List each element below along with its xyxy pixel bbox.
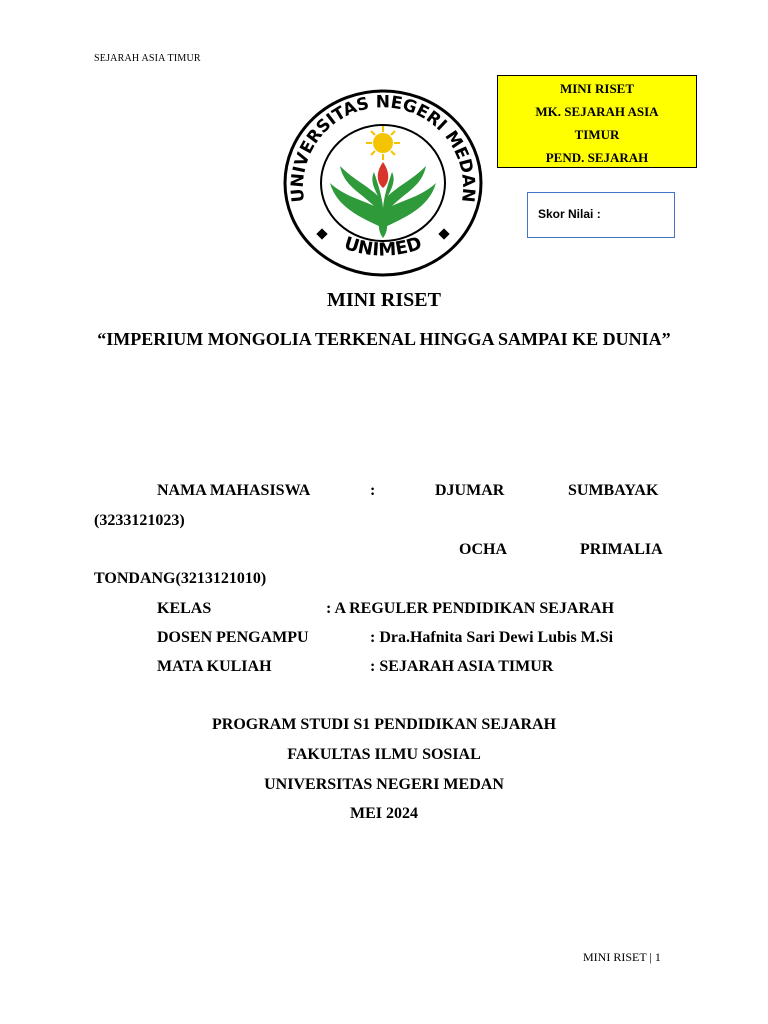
faculty-name: FAKULTAS ILMU SOSIAL [287, 746, 481, 763]
lecturer-value: : Dra.Hafnita Sari Dewi Lubis M.Si [370, 629, 614, 646]
page-subtitle: “IMPERIUM MONGOLIA TERKENAL HINGGA SAMPAI KE DUNIA” [97, 329, 671, 349]
student1-last-name: SUMBAYAK [568, 482, 659, 499]
class-label: KELAS [157, 600, 212, 617]
running-header: SEJARAH ASIA TIMUR [94, 53, 201, 64]
sun-icon [366, 126, 400, 160]
student1-nim: (3233121023) [94, 512, 185, 529]
course-info-box [497, 75, 697, 168]
program-name: PROGRAM STUDI S1 PENDIDIKAN SEJARAH [211, 716, 557, 733]
document-date: MEI 2024 [350, 805, 418, 822]
lecturer-label: DOSEN PENGAMPU [157, 629, 309, 646]
name-colon: : [370, 482, 376, 499]
student2-rest: TONDANG(3213121010) [94, 570, 267, 587]
course-label: MATA KULIAH [157, 658, 272, 675]
course-box-line: MINI RISET [559, 81, 635, 96]
student2-first-name: OCHA [459, 541, 507, 558]
page-footer: MINI RISET | 1 [583, 950, 661, 964]
course-box-line: MK. SEJARAH ASIA [535, 104, 659, 119]
logo-text-top: UNIVERSITAS NEGERI MEDAN [287, 92, 479, 204]
name-label: NAMA MAHASISWA [157, 482, 311, 499]
page-title: MINI RISET [327, 289, 441, 311]
student1-first-name: DJUMAR [435, 482, 505, 499]
class-value: : A REGULER PENDIDIKAN SEJARAH [326, 600, 615, 617]
student2-last-name: PRIMALIA [580, 541, 663, 558]
logo-text-bottom: UNIMED [341, 232, 425, 261]
unimed-logo [282, 88, 484, 278]
score-box [527, 192, 675, 238]
university-name: UNIVERSITAS NEGERI MEDAN [264, 776, 504, 793]
score-label: Skor Nilai : [538, 207, 601, 221]
course-box-line: TIMUR [574, 127, 620, 142]
course-box-line: PEND. SEJARAH [545, 150, 649, 165]
course-value: : SEJARAH ASIA TIMUR [370, 658, 554, 675]
